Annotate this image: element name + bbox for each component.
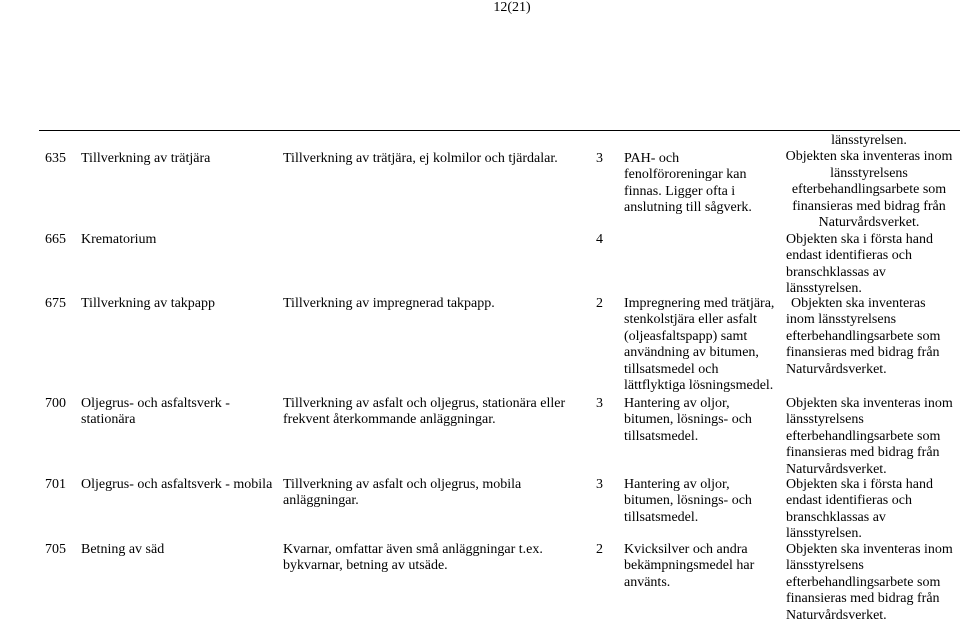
row-code: 700 (45, 396, 66, 411)
row-description: Tillverkning av asfalt och oljegrus, stationära eller frekvent återkommande anläggningar. (283, 396, 566, 428)
row-pollutants: PAH- och fenolföroreningar kan finnas. Ligger ofta i anslutning till sågverk. (624, 151, 752, 216)
row-pollutants: Hantering av oljor, bitumen, lösnings- och tillsatsmedel. (624, 477, 752, 525)
row-comment: länsstyrelsen. Objekten ska inventeras inom länsstyrelsens efterbehandlingsarbete som finansieras med bidrag från Naturvårdsverket. (785, 133, 953, 231)
row-comment: Objekten ska inventeras inom länsstyrelsens efterbehandlingsarbete som finansieras med bidrag från Naturvårdsverket. (786, 542, 953, 623)
row-class: 2 (596, 296, 603, 311)
row-name: Oljegrus- och asfaltsverk - mobila (81, 477, 273, 492)
row-comment: Objekten ska inventeras inom länsstyrelsens efterbehandlingsarbete som finansieras med bidrag från Naturvårdsverket. (786, 396, 953, 477)
row-description: Kvarnar, omfattar även små anläggningar t.ex. bykvarnar, betning av utsäde. (283, 542, 543, 574)
row-pollutants: Kvicksilver och andra bekämpningsmedel har använts. (624, 542, 755, 590)
page-number: 12(21) (493, 0, 531, 15)
row-description: Tillverkning av asfalt och oljegrus, mobila anläggningar. (283, 477, 522, 509)
row-comment: Objekten ska i första hand endast identifieras och branschklassas av länsstyrelsen. (786, 232, 933, 297)
row-comment: Objekten ska i första hand endast identifieras och branschklassas av länsstyrelsen. (786, 477, 933, 542)
row-name: Tillverkning av takpapp (81, 296, 216, 311)
row-description: Tillverkning av impregnerad takpapp. (283, 296, 495, 311)
row-class: 3 (596, 396, 603, 411)
row-class: 3 (596, 151, 603, 166)
row-code: 701 (45, 477, 66, 492)
row-name: Krematorium (81, 232, 157, 247)
row-name: Oljegrus- och asfaltsverk - stationära (81, 396, 230, 428)
table-top-border (39, 130, 960, 131)
row-code: 665 (45, 232, 66, 247)
row-name: Betning av säd (81, 542, 165, 557)
row-code: 675 (45, 296, 66, 311)
row-pollutants: Impregnering med trätjära, stenkolstjära eller asfalt (oljeasfaltspapp) samt användning av bitumen, tillsatsmedel och lättflyktiga lösningsmedel. (624, 296, 775, 394)
row-class: 3 (596, 477, 603, 492)
row-name: Tillverkning av trätjära (81, 151, 211, 166)
row-code: 635 (45, 151, 66, 166)
row-description: Tillverkning av trätjära, ej kolmilor och tjärdalar. (283, 151, 558, 166)
row-class: 4 (596, 232, 603, 247)
row-code: 705 (45, 542, 66, 557)
row-pollutants: Hantering av oljor, bitumen, lösnings- och tillsatsmedel. (624, 396, 752, 444)
row-class: 2 (596, 542, 603, 557)
row-comment: Objekten ska inventeras inom länsstyrelsens efterbehandlingsarbete som finansieras med bidrag från Naturvårdsverket. (786, 296, 941, 377)
